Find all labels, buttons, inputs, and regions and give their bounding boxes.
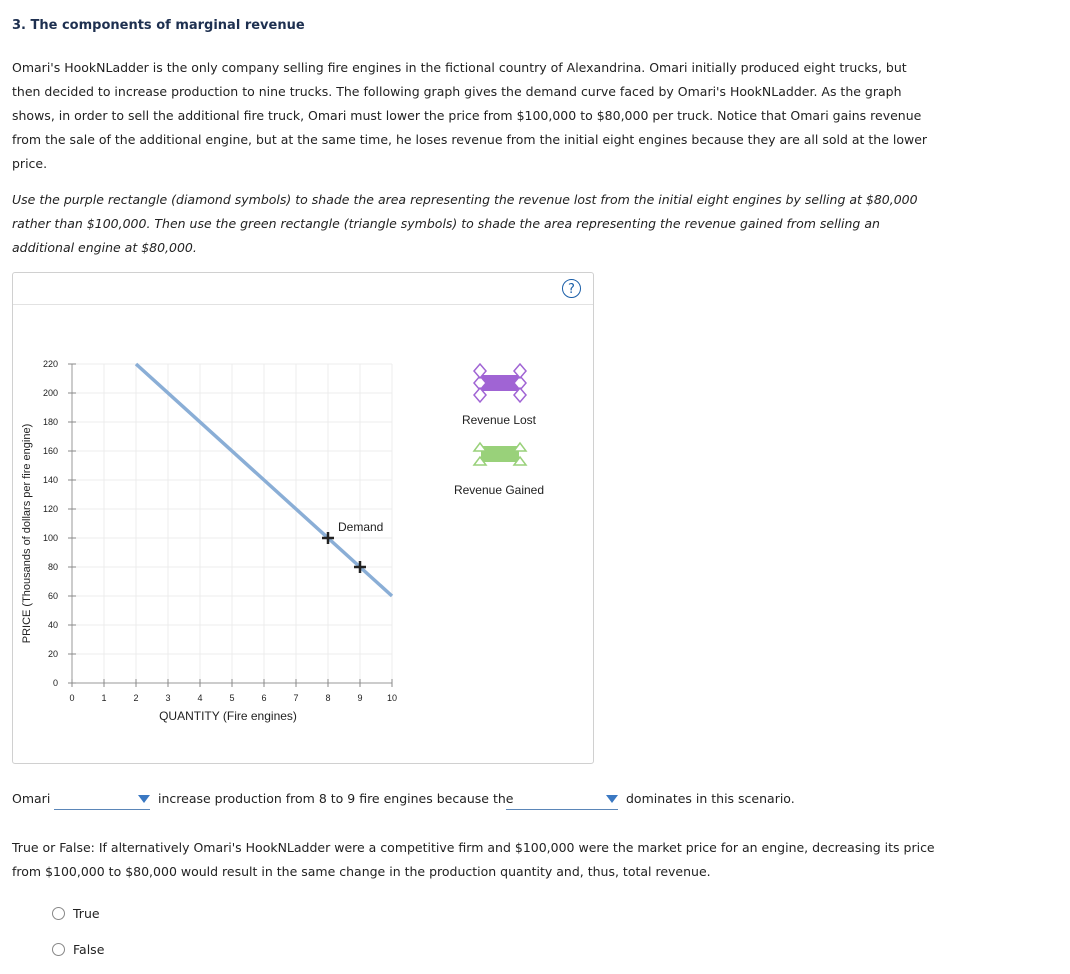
question-title: 3. The components of marginal revenue	[12, 18, 305, 33]
y-tick-label: 140	[42, 475, 58, 485]
x-tick-label: 7	[293, 693, 299, 703]
x-tick-label: 3	[165, 693, 171, 703]
y-tick-label: 20	[47, 649, 58, 659]
y-tick-label: 40	[47, 620, 58, 630]
revenue-gained-tool[interactable]	[474, 443, 526, 465]
chevron-down-icon	[606, 795, 618, 803]
instructions-paragraph: Use the purple rectangle (diamond symbols) to shade the area representing the revenue lost from the initial eight engines by selling at $80,000 rather than $100,000. Then use the green rectangle (triangle symbols) to shade the area representing the revenue gained from selling an additional engine at $80,000.	[12, 192, 918, 255]
revenue-lost-rectangle[interactable]	[482, 375, 518, 391]
x-tick-label: 9	[357, 693, 363, 703]
chevron-down-icon	[138, 795, 150, 803]
y-axis-label: PRICE (Thousands of dollars per fire engine)	[21, 423, 33, 644]
dropdown-2[interactable]	[506, 791, 618, 810]
y-tick-label: 220	[42, 359, 58, 369]
radio-false[interactable]	[52, 942, 104, 957]
y-tick-label: 120	[42, 504, 58, 514]
revenue-lost-label: Revenue Lost	[461, 413, 537, 427]
y-tick-label: 0	[52, 678, 58, 688]
x-tick-label: 8	[325, 693, 331, 703]
y-tick-label: 200	[42, 388, 58, 398]
radio-circle-icon[interactable]	[52, 907, 65, 920]
x-tick-label: 1	[101, 693, 107, 703]
y-tick-label: 160	[42, 446, 58, 456]
dropdown-1[interactable]	[54, 791, 150, 810]
radio-false-label: False	[73, 942, 105, 957]
x-tick-label: 0	[69, 693, 75, 703]
help-icon[interactable]: ?	[562, 279, 581, 298]
y-tick-label: 80	[47, 562, 58, 572]
radio-true[interactable]	[52, 906, 100, 921]
true-false-prompt: True or False: If alternatively Omari's HookNLadder were a competitive firm and $100,000 were the market price for an engine, decreasing its price from $100,000 to $80,000 would result in the same change in the production quantity and, thus, total revenue.	[12, 840, 935, 879]
sentence-start: Omari	[12, 791, 51, 806]
sentence-middle: increase production from 8 to 9 fire engines because the	[158, 791, 514, 806]
x-tick-label: 5	[229, 693, 235, 703]
x-tick-label: 10	[386, 693, 398, 703]
x-tick-label: 6	[261, 693, 267, 703]
y-tick-label: 60	[47, 591, 58, 601]
revenue-gained-rectangle[interactable]	[481, 446, 519, 462]
revenue-gained-label: Revenue Gained	[453, 483, 545, 497]
sentence-end: dominates in this scenario.	[626, 791, 795, 806]
x-axis-label: QUANTITY (Fire engines)	[159, 709, 297, 723]
x-tick-label: 4	[197, 693, 203, 703]
y-tick-label: 180	[42, 417, 58, 427]
x-tick-label: 2	[133, 693, 139, 703]
y-tick-label: 100	[42, 533, 58, 543]
intro-paragraph: Omari's HookNLadder is the only company selling fire engines in the fictional country of Alexandrina. Omari initially produced eight trucks, but then decided to increase production to nine trucks. The following graph gives the demand curve faced by Omari's HookNLadder. As the graph shows, in order to sell the additional fire truck, Omari must lower the price from $100,000 to $80,000 per truck. Notice that Omari gains revenue from the sale of the additional engine, but at the same time, he loses revenue from the initial eight engines because they are all sold at the lower price.	[12, 60, 928, 171]
demand-curve-label: Demand	[338, 520, 384, 534]
radio-circle-icon[interactable]	[52, 943, 65, 956]
revenue-lost-tool[interactable]	[474, 364, 526, 402]
radio-true-label: True	[73, 906, 100, 921]
